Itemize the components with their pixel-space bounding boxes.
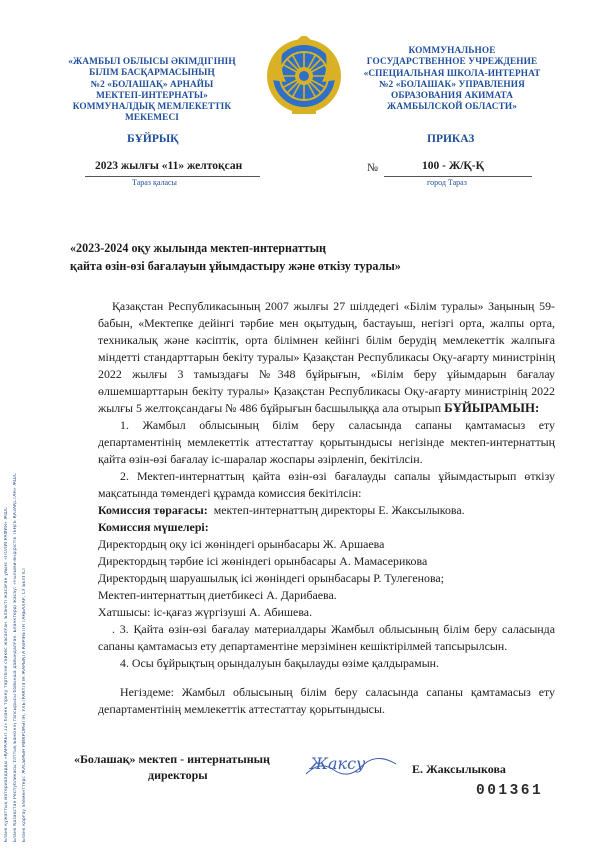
order-date: 2023 жылғы «11» желтоқсан [95, 160, 243, 172]
signature-name: Е. Жаксылыкова [412, 762, 506, 776]
title-line-1: «2023-2024 оқу жылында мектеп-интернаттың [70, 241, 326, 255]
preamble-text: Қазақстан Республикасының 2007 жылғы 27 шілдедегі «Білім туралы» Заңының 59-бабын, «Мектепке дейінгі тәрбие мен оқытудың, бастауыш, негізгі орта, жалпы орта, техникалық және кәсіптік, орта білімнен кейінгі білім берудің мемлекеттік жалпыға міндетті стандарттарын бекіту туралы» Қазақстан Республикасы Оқу-ағарту министрінің 2022 жылғы 3 тамыздағы №348 бұйрығын, «Білім беру ұйымдарын бағалау өлшемшарттарын бекіту туралы» Қазақстан Республикасы Оқу-ағарту министрінің 2022 жылғы 5 желтоқсандағы № 486 бұйрығын басшылыққа ала отырып [98, 299, 555, 415]
city-kz: Тараз қаласы [132, 178, 177, 187]
state-emblem-icon [264, 36, 344, 116]
date-field [85, 162, 260, 177]
order-item-4: 4. Осы бұйрықтың орындалуын бақылауды өзіме қалдырамын. [120, 656, 440, 670]
header-left-line: №2 «БОЛАШАҚ» АРНАЙЫ [90, 79, 214, 90]
member-item: Мектеп-интернаттың диетбикесі А. Дарибаева. [98, 588, 337, 602]
signature-position-line-2: директоры [148, 768, 208, 782]
header-left-line: «ЖАМБЫЛ ОБЛЫСЫ ӘКІМДІГІНІҢ [68, 57, 236, 67]
sidebar-line-3: Бланк қорғау элементтері: ЖАСЫРЫН МИКРОМӘТІН, УЛЬТРАКҮЛГІН ЖАРЫҚТА КӨРІНЕТІН ТАҢБАЛАР, СУ БЕЛГІСІ [22, 568, 27, 842]
member-item: Хатшысы: іс-қағаз жүргізуші А. Абишева. [98, 605, 313, 619]
order-item-3: . 3. Қайта өзін-өзі бағалау материалдары Жамбыл облысының білім беру саласында сапаны қамтамасыз ету департаментіне мерзімінен кешіктірілмей тапсырылсын. [98, 622, 555, 653]
header-right-line: №2 «БОЛАШАК» УПРАВЛЕНИЯ [379, 79, 525, 90]
sidebar-line-2: Бланк Қазақстан Республикасы Ұлттық Банкінің тапсырысы бойынша дайындалған. Бланктерді жасау: «Ғылыми-өндірістік ТЕҢГЕ ҚАЗАҚСТАН» ЖШС [13, 472, 18, 842]
header-left-line: МЕКТЕП-ИНТЕРНАТЫ» [96, 90, 208, 101]
header-left-line: КОММУНАЛДЫҚ МЕМЛЕКЕТТІК [72, 102, 232, 113]
doc-type-ru: ПРИКАЗ [427, 133, 475, 145]
signature-position-line-1: «Болашақ» мектеп - интернатының [74, 752, 270, 766]
order-item-2: 2. Мектеп-интернаттың қайта өзін-өзі бағалауды сапалы ұйымдастырып өткізу мақсатында төмендегі құрамда комиссия бекітілсін: [98, 469, 555, 500]
sidebar-security-text [0, 232, 40, 842]
number-sign: № [367, 162, 378, 174]
member-item: Директордың шаруашылық ісі жөніндегі орынбасары Р. Тулегенова; [98, 571, 444, 585]
commission-chair [98, 502, 555, 519]
header-right-org [352, 46, 552, 114]
chair-label: Комиссия төрағасы: [98, 503, 208, 517]
title-line-2: қайта өзін-өзі бағалауын ұйымдастыру және өткізу туралы» [70, 258, 401, 273]
header-left-org [52, 57, 252, 125]
header-right-line: «СПЕЦИАЛЬНАЯ ШКОЛА-ИНТЕРНАТ [363, 68, 541, 79]
order-number: 100 - Ж/Қ-Қ [422, 160, 484, 172]
document-title [70, 240, 550, 275]
basis-paragraph: Негіздеме: Жамбыл облысының білім беру саласында сапаны қамтамасыз ету департаментінің мемлекеттік аттестаттау қорытындысы. [98, 685, 555, 716]
order-item-1: 1. Жамбыл облысының білім беру саласында сапаны қамтамасыз ету департаментінің мемлекеттік аттестаттау қорытындысы негізінде мектеп-интернаттың қайта өзін-өзі бағалау іс-шаралар жоспары әзірленіп, бекітілсін. [98, 418, 555, 466]
member-item: Директордың тәрбие ісі жөніндегі орынбасары А. Мамасерикова [98, 554, 428, 568]
header-right-line: ОБРАЗОВАНИЯ АКИМАТА [390, 91, 514, 102]
number-field [384, 162, 532, 177]
header-right-line: КОММУНАЛЬНОЕ [408, 46, 496, 56]
header-left-line: МЕКЕМЕСІ [124, 113, 180, 124]
chair-value: мектеп-интернаттың директоры Е. Жаксылыкова. [213, 503, 465, 517]
header-right-line: ГОСУДАРСТВЕННОЕ УЧРЕЖДЕНИЕ [366, 57, 538, 68]
blank-serial-number: 001361 [476, 783, 544, 799]
sidebar-line-1: Бланк құжаттық материалдарды «ҚАРАЖЕЛ 12» бланк тіркеу тәртібіне сәйкес жасалған. Бланкті жасаған ұйым: «ПОЛИГРАФИЯ» ЖШС [4, 506, 9, 842]
document-body [98, 298, 555, 718]
city-ru: город Тараз [427, 178, 467, 187]
member-item: Директордың оқу ісі жөніндегі орынбасары Ж. Аршаева [98, 537, 385, 551]
handwritten-signature [300, 752, 410, 782]
preamble-paragraph [98, 298, 555, 417]
order-word: БҰЙЫРАМЫН: [444, 401, 540, 415]
members-label: Комиссия мүшелері: [98, 520, 209, 534]
header-right-line: ЖАМБЫЛСКОЙ ОБЛАСТИ» [387, 102, 517, 113]
signature-text: Жаксу [310, 754, 366, 773]
doc-type-kz: БҰЙРЫҚ [127, 133, 179, 145]
header-left-line: БІЛІМ БАСҚАРМАСЫНЫҢ [89, 68, 215, 79]
